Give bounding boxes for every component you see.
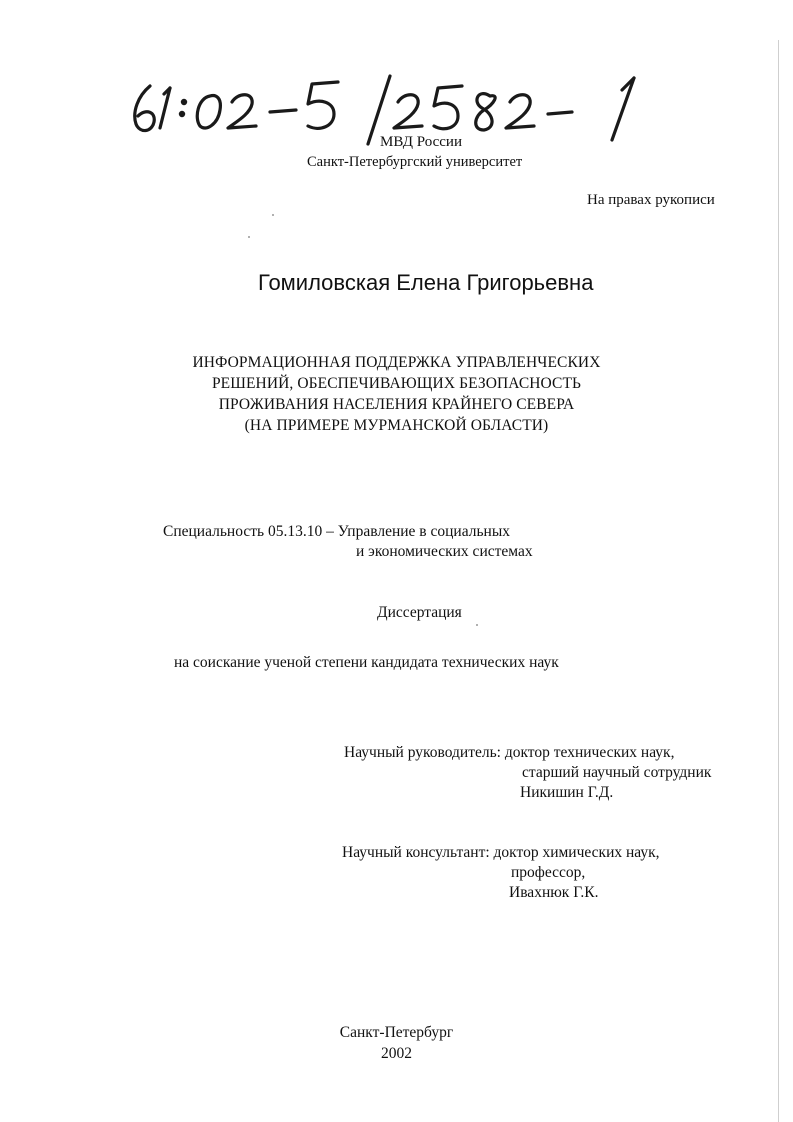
supervisor-line-1: Научный руководитель: доктор технических наук, xyxy=(344,744,675,761)
supervisor-line-2: старший научный сотрудник xyxy=(522,764,712,781)
scan-edge-line xyxy=(778,40,779,1122)
manuscript-rights-note: На правах рукописи xyxy=(587,192,715,208)
dissertation-title-line-1: ИНФОРМАЦИОННАЯ ПОДДЕРЖКА УПРАВЛЕНЧЕСКИХ xyxy=(192,354,601,371)
dissertation-title-line-2: РЕШЕНИЙ, ОБЕСПЕЧИВАЮЩИХ БЕЗОПАСНОСТЬ xyxy=(211,375,582,392)
university-name: Санкт-Петербургский университет xyxy=(307,154,523,170)
specialty-line-1: Специальность 05.13.10 – Управление в социальных xyxy=(163,523,511,540)
scan-speck xyxy=(476,624,478,626)
document-type: Диссертация xyxy=(377,604,462,621)
author-name: Гомиловская Елена Григорьевна xyxy=(258,270,594,295)
scan-speck xyxy=(248,236,250,238)
city: Санкт-Петербург xyxy=(339,1024,454,1041)
year: 2002 xyxy=(381,1045,412,1062)
consultant-name: Ивахнюк Г.К. xyxy=(509,884,599,901)
ministry-name: МВД России xyxy=(380,134,462,150)
dissertation-title-line-3: ПРОЖИВАНИЯ НАСЕЛЕНИЯ КРАЙНЕГО СЕВЕРА xyxy=(218,396,575,413)
degree-statement: на соискание ученой степени кандидата технических наук xyxy=(174,654,559,671)
scan-speck xyxy=(272,214,274,216)
specialty-line-2: и экономических системах xyxy=(356,543,533,560)
consultant-line-2: профессор, xyxy=(511,864,586,881)
consultant-line-1: Научный консультант: доктор химических наук, xyxy=(342,844,660,861)
dissertation-title-line-4: (НА ПРИМЕРЕ МУРМАНСКОЙ ОБЛАСТИ) xyxy=(244,417,549,434)
supervisor-name: Никишин Г.Д. xyxy=(520,784,614,801)
